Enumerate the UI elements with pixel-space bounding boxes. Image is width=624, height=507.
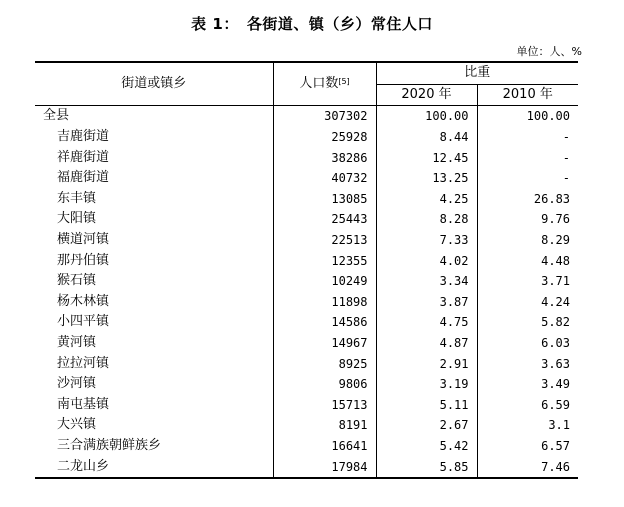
row-share-2020: 2.91	[376, 353, 477, 374]
row-population: 38286	[273, 147, 376, 168]
table-row	[35, 189, 578, 210]
row-share-2020: 3.19	[376, 374, 477, 395]
row-population: 22513	[273, 230, 376, 251]
row-share-2020: 100.00	[376, 106, 477, 127]
table-row	[35, 456, 578, 478]
row-share-2010: 7.46	[477, 456, 578, 478]
table-row	[35, 230, 578, 251]
table-body	[35, 106, 578, 478]
row-name: 祥鹿街道	[35, 147, 273, 168]
unit-label: 单位：人、%	[516, 45, 582, 58]
table-row	[35, 312, 578, 333]
row-name: 杨木林镇	[35, 292, 273, 313]
row-name: 南屯基镇	[35, 395, 273, 416]
row-share-2010: 26.83	[533, 191, 571, 206]
row-share-2020: 3.34	[376, 271, 477, 292]
row-share-2020: 7.33	[376, 230, 477, 251]
row-population: 17984	[273, 456, 376, 478]
row-share-2010: 3.71	[541, 274, 571, 289]
row-population: 16641	[273, 436, 376, 457]
table-row	[35, 333, 578, 354]
row-population: 8191	[273, 415, 376, 436]
row-population: 25928	[273, 127, 376, 148]
row-name: 吉鹿街道	[35, 127, 273, 148]
row-share-2010: 4.24	[541, 294, 571, 309]
table-row	[35, 395, 578, 416]
table-row	[35, 271, 578, 292]
row-share-2010: 3.49	[541, 377, 571, 392]
row-share-2010: 5.82	[541, 315, 571, 330]
row-share-2020: 12.45	[376, 147, 477, 168]
row-share-2010: 6.03	[541, 336, 571, 351]
row-population: 40732	[273, 168, 376, 189]
row-name: 全县	[35, 106, 273, 127]
row-share-2020: 13.25	[376, 168, 477, 189]
row-share-2010: 4.48	[541, 253, 571, 268]
table-row	[35, 436, 578, 457]
header-population-label: 人口数	[299, 76, 339, 92]
row-share-2010: -	[562, 150, 571, 165]
row-population: 8925	[273, 353, 376, 374]
table-title: 表 1： 各街道、镇（乡）常住人口	[191, 15, 433, 33]
row-population: 14967	[273, 333, 376, 354]
row-population: 14586	[273, 312, 376, 333]
row-name: 沙河镇	[35, 374, 273, 395]
row-name: 大阳镇	[35, 209, 273, 230]
header-population	[273, 62, 376, 106]
table-row	[35, 374, 578, 395]
row-population: 15713	[273, 395, 376, 416]
row-population: 13085	[273, 189, 376, 210]
row-share-2010: 3.1	[548, 418, 571, 433]
table-row	[35, 292, 578, 313]
row-population: 307302	[273, 106, 376, 127]
row-share-2020: 8.44	[376, 127, 477, 148]
row-share-2010: 100.00	[526, 109, 571, 124]
table-row	[35, 250, 578, 271]
row-share-2010: 6.57	[541, 438, 571, 453]
row-name: 横道河镇	[35, 230, 273, 251]
header-region: 街道或镇乡	[35, 62, 273, 106]
row-name: 东丰镇	[35, 189, 273, 210]
row-name: 大兴镇	[35, 415, 273, 436]
header-population-note: [5]	[338, 77, 350, 87]
row-share-2010: 9.76	[541, 212, 571, 227]
row-share-2010: -	[562, 171, 571, 186]
table-row	[35, 209, 578, 230]
row-share-2020: 8.28	[376, 209, 477, 230]
row-share-2020: 4.75	[376, 312, 477, 333]
row-name: 福鹿街道	[35, 168, 273, 189]
row-share-2010: 6.59	[541, 397, 571, 412]
row-share-2010: 8.29	[541, 233, 571, 248]
header-year-2010: 2010 年	[477, 84, 578, 106]
row-population: 10249	[273, 271, 376, 292]
table-row	[35, 168, 578, 189]
table-row	[35, 106, 578, 127]
row-name: 那丹伯镇	[35, 250, 273, 271]
row-population: 9806	[273, 374, 376, 395]
table-row	[35, 353, 578, 374]
row-share-2020: 2.67	[376, 415, 477, 436]
row-share-2010: -	[562, 130, 571, 145]
row-name: 三合满族朝鲜族乡	[35, 436, 273, 457]
row-share-2020: 5.11	[376, 395, 477, 416]
row-share-2020: 4.02	[376, 250, 477, 271]
row-share-2020: 3.87	[376, 292, 477, 313]
row-name: 猴石镇	[35, 271, 273, 292]
header-share: 比重	[376, 62, 578, 84]
table-row	[35, 127, 578, 148]
row-share-2020: 5.42	[376, 436, 477, 457]
row-share-2010: 3.63	[541, 356, 571, 371]
row-name: 黄河镇	[35, 333, 273, 354]
table-row	[35, 415, 578, 436]
header-year-2020: 2020 年	[376, 84, 477, 106]
row-share-2020: 4.87	[376, 333, 477, 354]
row-name: 二龙山乡	[35, 456, 273, 478]
row-population: 12355	[273, 250, 376, 271]
row-name: 小四平镇	[35, 312, 273, 333]
table-row	[35, 147, 578, 168]
row-share-2020: 4.25	[376, 189, 477, 210]
row-share-2020: 5.85	[376, 456, 477, 478]
row-population: 25443	[273, 209, 376, 230]
row-name: 拉拉河镇	[35, 353, 273, 374]
population-table	[35, 61, 578, 479]
row-population: 11898	[273, 292, 376, 313]
